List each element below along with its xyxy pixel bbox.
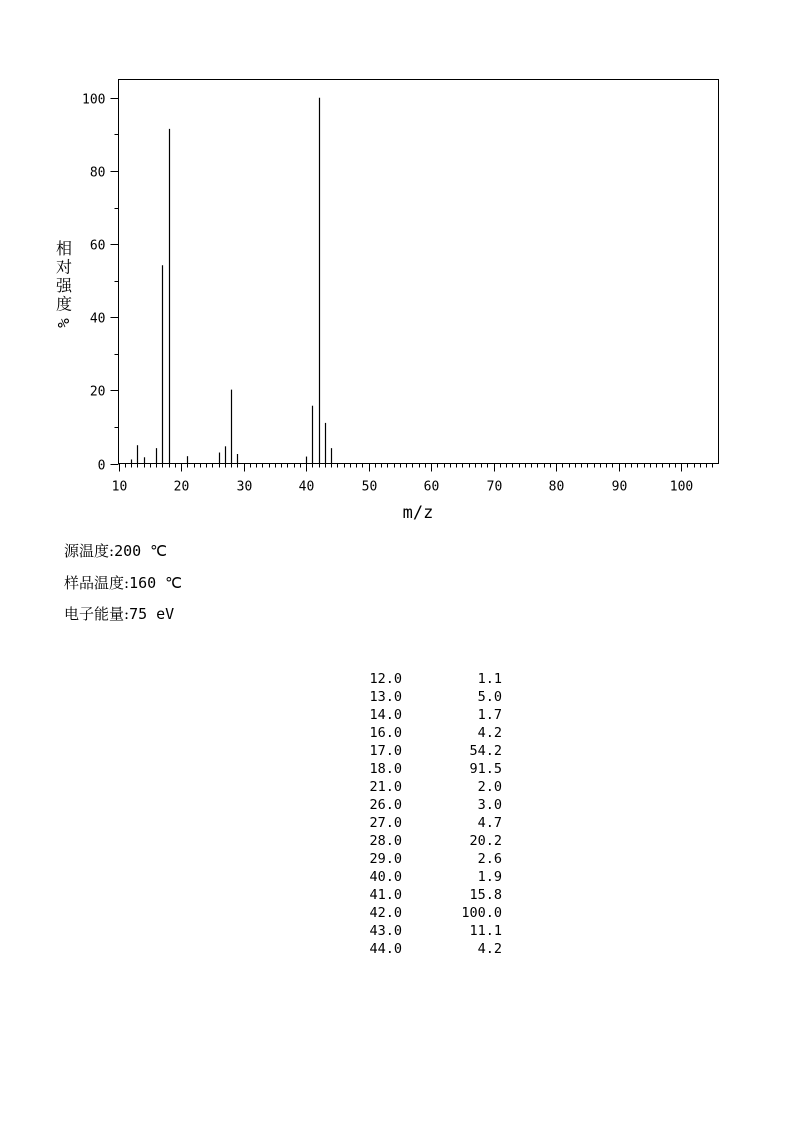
table-row [356,706,502,724]
mz-cell: 21.0 [369,779,402,795]
x-tick-label: 10 [111,479,128,495]
electron-energy-value: 75 eV [129,605,175,623]
intensity-cell: 1.7 [477,707,502,723]
intensity-cell: 1.1 [477,671,502,687]
y-axis-label-char: 强 [55,276,73,295]
x-axis-label: m/z [402,503,434,523]
sample-temperature-label: 样品温度: [64,574,130,592]
mz-cell: 28.0 [369,833,402,849]
mz-cell: 41.0 [369,887,402,903]
y-tick-label: 80 [89,165,106,181]
intensity-cell: 91.5 [469,761,502,777]
intensity-cell: 20.2 [469,833,502,849]
y-axis-label [54,239,73,328]
table-row [356,670,502,688]
intensity-cell: 3.0 [477,797,502,813]
minor-ticks [126,464,713,468]
y-axis-label-char: 对 [55,257,73,277]
sample-temperature [64,573,182,593]
mz-cell: 29.0 [369,851,402,867]
y-tick-label: 40 [89,311,106,327]
mz-cell: 14.0 [369,707,402,723]
table-row [356,778,502,796]
table-row [356,832,502,850]
y-tick-label: 20 [89,384,106,400]
mz-cell: 16.0 [369,725,402,741]
x-tick-label: 40 [298,479,315,495]
x-axis-ticks [112,464,694,495]
intensity-cell: 11.1 [469,923,502,939]
x-tick-label: 60 [423,479,440,495]
x-tick-label: 50 [361,479,378,495]
intensity-cell: 4.2 [477,941,502,957]
intensity-cell: 5.0 [477,689,502,705]
mz-cell: 42.0 [369,905,402,921]
mz-cell: 18.0 [369,761,402,777]
sample-temperature-value: 160 ℃ [129,574,183,592]
mz-cell: 12.0 [369,671,402,687]
table-row [356,940,502,958]
intensity-cell: 100.0 [461,905,502,921]
y-tick-label: 0 [97,458,106,474]
y-axis-label-char: % [54,318,73,328]
x-tick-label: 80 [548,479,565,495]
mz-cell: 27.0 [369,815,402,831]
electron-energy [64,604,174,624]
intensity-cell: 15.8 [469,887,502,903]
table-row [356,850,502,868]
intensity-cell: 4.2 [477,725,502,741]
y-tick-label: 100 [82,92,106,108]
x-tick-label: 90 [611,479,628,495]
y-axis-ticks [82,93,118,474]
y-axis-label-char: 相 [55,239,73,258]
x-tick-label: 70 [486,479,503,495]
intensity-cell: 54.2 [469,743,502,759]
intensity-cell: 2.6 [477,851,502,867]
mz-cell: 13.0 [369,689,402,705]
intensity-cell: 4.7 [477,815,502,831]
table-row [356,922,502,940]
intensity-cell: 2.0 [477,779,502,795]
table-row [356,796,502,814]
spectrum-peaks [132,98,332,464]
table-row [356,904,502,922]
source-temperature-value: 200 ℃ [114,542,168,560]
mz-cell: 43.0 [369,923,402,939]
table-row [356,868,502,886]
mz-cell: 40.0 [369,869,402,885]
table-row [356,724,502,742]
mz-cell: 44.0 [369,941,402,957]
electron-energy-label: 电子能量: [64,605,130,623]
table-row [356,814,502,832]
y-tick-label: 60 [89,238,106,254]
mz-cell: 26.0 [369,797,402,813]
y-axis-label-char: 度 [55,294,73,314]
table-row [356,760,502,778]
source-temperature [64,541,167,561]
mz-cell: 17.0 [369,743,402,759]
x-tick-label: 30 [236,479,253,495]
mass-spectrum-chart [0,0,794,530]
intensity-cell: 1.9 [477,869,502,885]
plot-frame [119,80,719,464]
table-row [356,742,502,760]
source-temperature-label: 源温度: [64,542,115,560]
table-row [356,886,502,904]
peak-table [356,670,502,958]
table-row [356,688,502,706]
x-tick-label: 20 [173,479,190,495]
x-tick-label: 100 [669,479,694,495]
